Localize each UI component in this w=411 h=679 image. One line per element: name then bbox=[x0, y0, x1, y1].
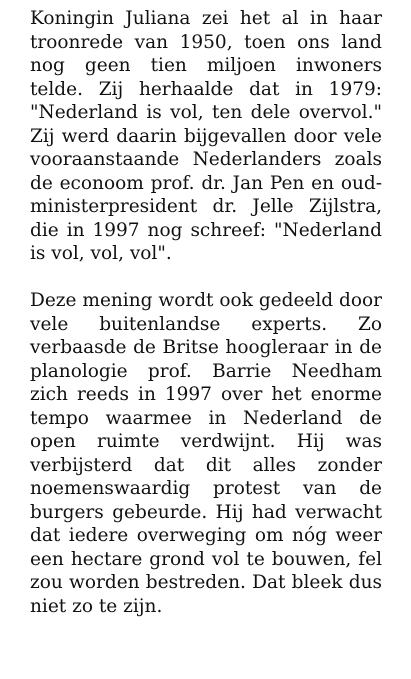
paragraph-needham: Deze mening wordt ook gedeeld door vele buitenlandse experts. Zo verbaasde de Britse hoogleraar in de planologie prof. Barrie Needham zich reeds in 1997 over het enorme tempo waarmee in Nederland de open ruimte verdwijnt. Hij was verbijsterd dat dit alles zonder noemenswaardig protest van de burgers gebeurde. Hij had verwacht dat iedere overweging om nóg weer een hectare grond vol te bouwen, fel zou worden bestreden. Dat bleek dus niet zo te zijn. bbox=[30, 290, 382, 617]
paragraph-juliana: Koningin Juliana zei het al in haar troonrede van 1950, toen ons land nog geen tien miljoen inwoners telde. Zij herhaalde dat in 1979: "Nederland is vol, ten dele overvol." Zij werd daarin bijgevallen door vele vooraanstaande Nederlanders zoals de econoom prof. dr. Jan Pen en oud-ministerpresident dr. Jelle Zijlstra, die in 1997 nog schreef: "Nederland is vol, vol, vol". bbox=[30, 8, 382, 264]
